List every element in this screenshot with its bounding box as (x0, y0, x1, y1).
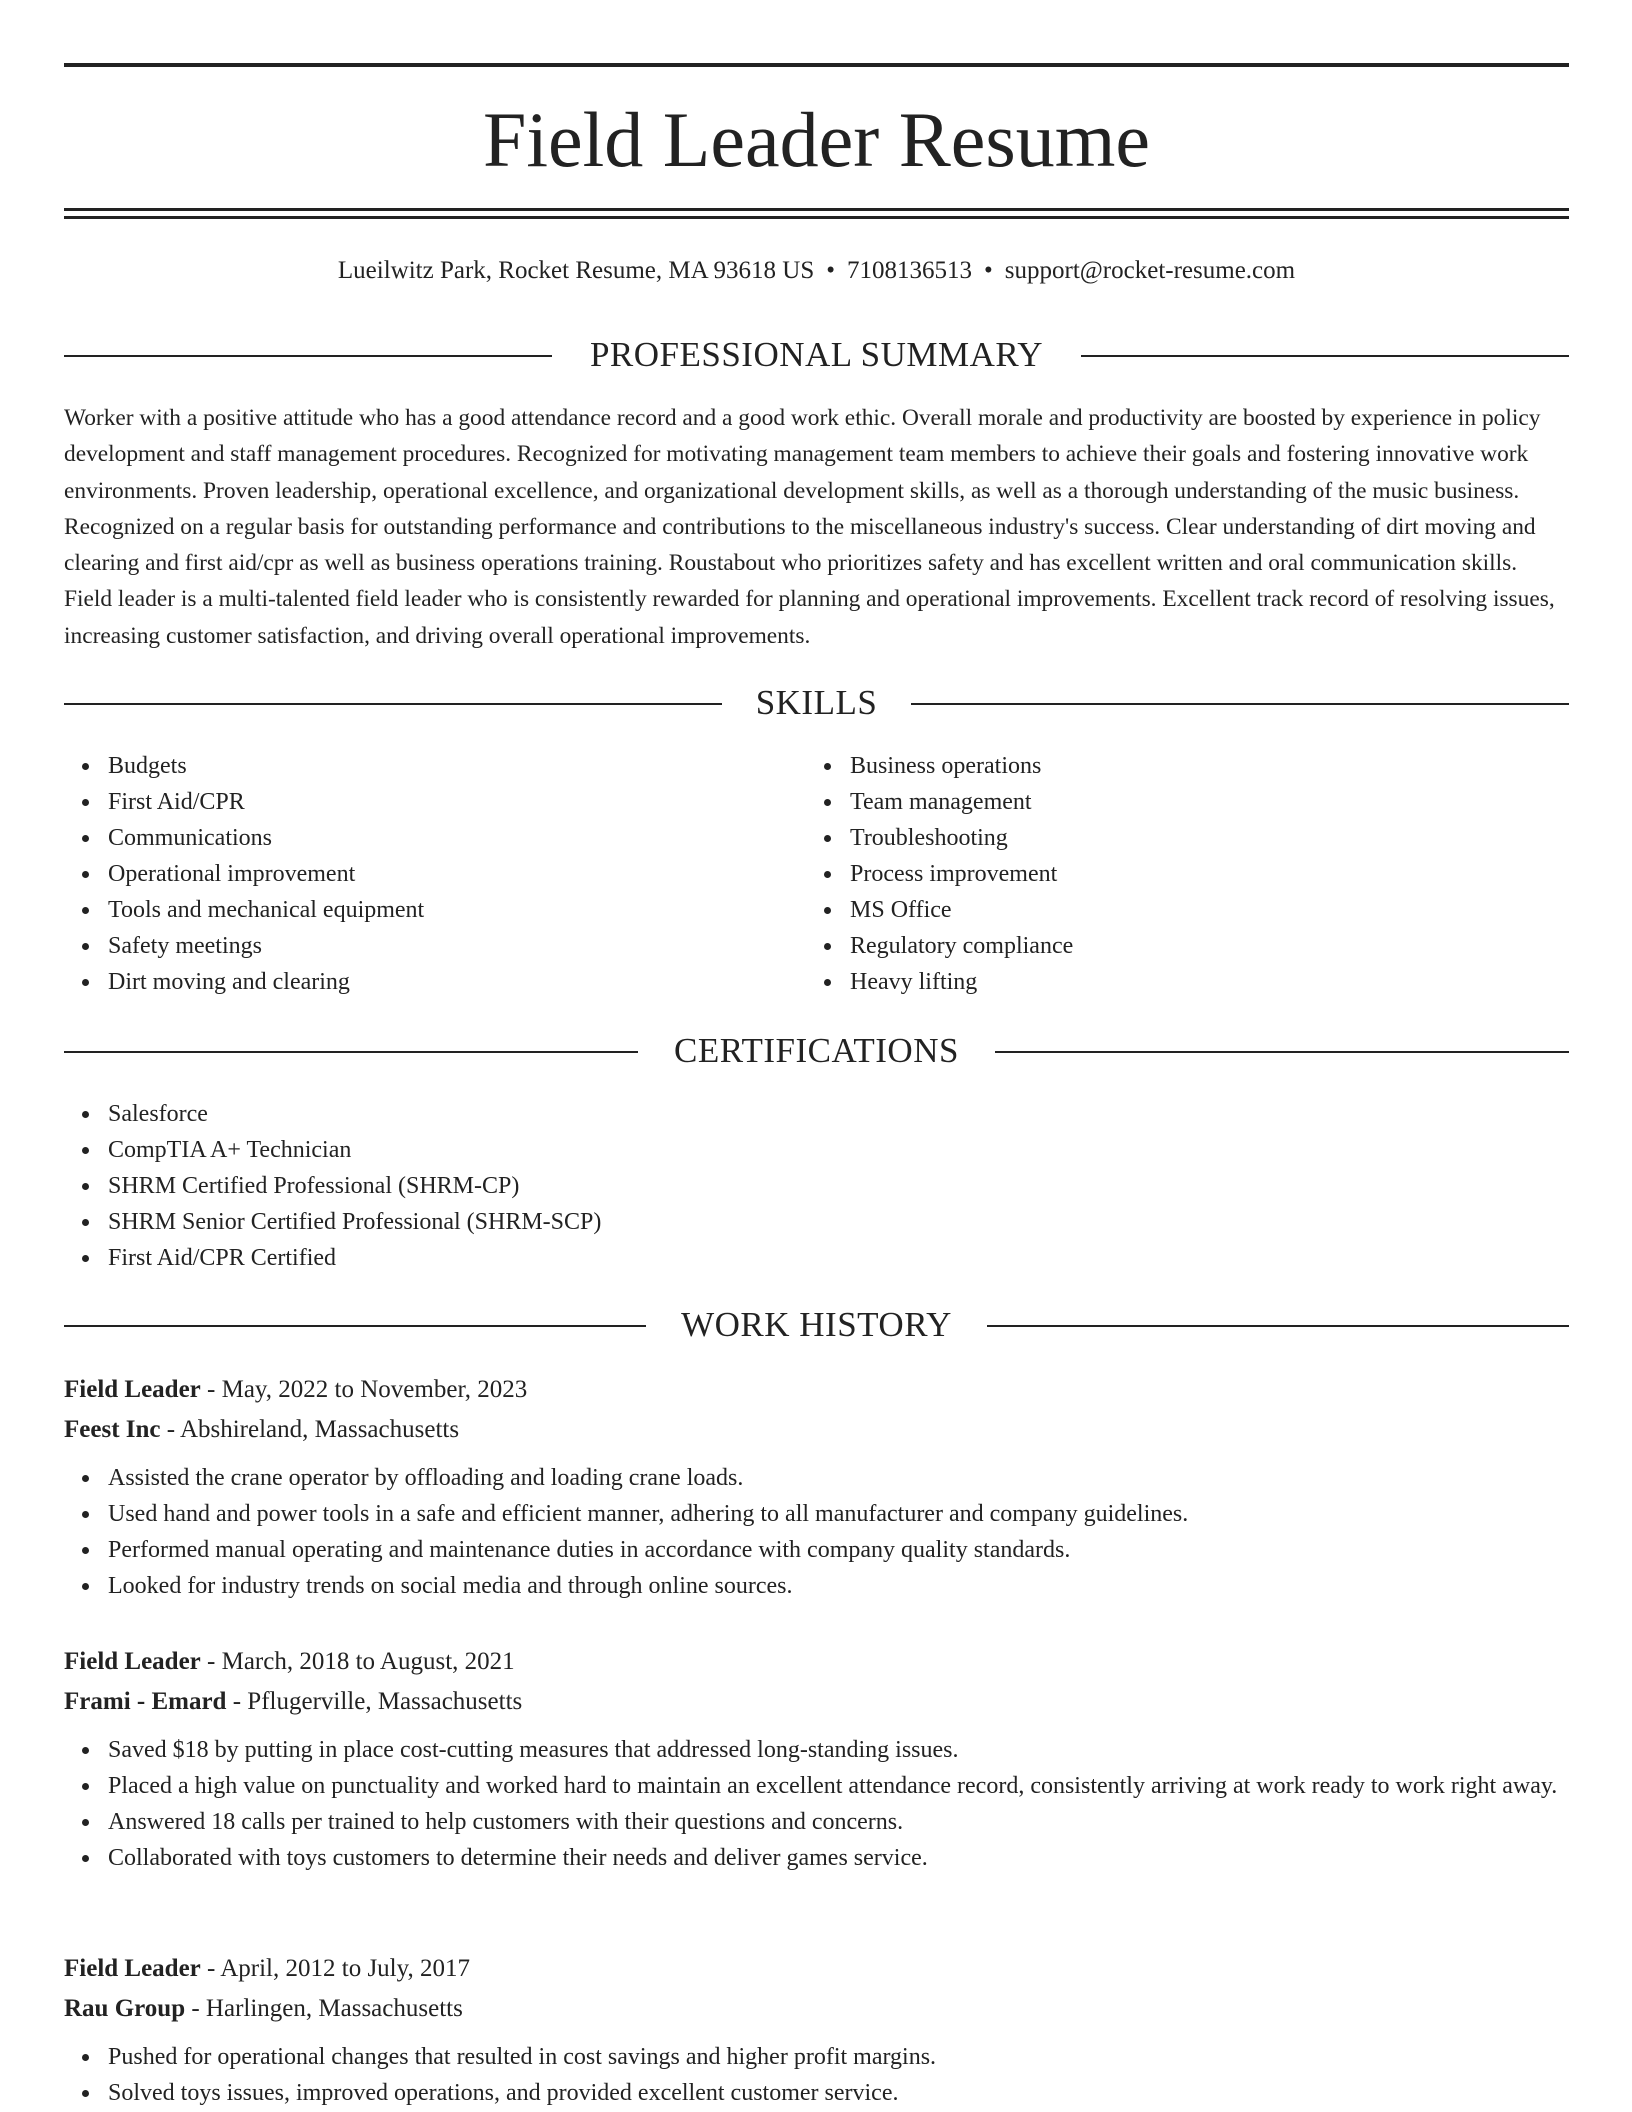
job-dates: - March, 2018 to August, 2021 (200, 1648, 515, 1675)
certification-item: SHRM Senior Certified Professional (SHRM-SCP) (108, 1204, 1569, 1240)
skill-item: First Aid/CPR (108, 784, 764, 820)
skills-column-right (806, 748, 1506, 1000)
contact-phone: 7108136513 (847, 257, 973, 284)
certifications-list (64, 1096, 1569, 1276)
job-company-line (64, 1682, 1569, 1722)
certifications-heading: CERTIFICATIONS (642, 1031, 991, 1070)
work-heading: WORK HISTORY (649, 1305, 984, 1344)
summary-paragraph: Worker with a positive attitude who has a good attendance record and a good work ethic. Overall morale and productivity are boosted by experience in policy development and staff management procedures. Recognized for motivating management team members to achieve their goals and fostering innovative work environments. Proven leadership, operational excellence, and organizational development skills, as well as a thorough understanding of the music business. Recognized on a regular basis for outstanding performance and contributions to the miscellaneous industry's success. Clear understanding of dirt moving and clearing and first aid/cpr as well as business operations training. Roustabout who prioritizes safety and has excellent written and oral communication skills. Field leader is a multi-talented field leader who is consistently rewarded for planning and operational improvements. Excellent track record of resolving issues, increasing customer satisfaction, and driving overall operational improvements. (64, 405, 1555, 649)
skill-item: Troubleshooting (850, 820, 1506, 856)
job-title-line (64, 1370, 1569, 1410)
job-dates: - April, 2012 to July, 2017 (200, 1955, 470, 1982)
contact-line (64, 255, 1569, 287)
title-rule-upper (64, 208, 1569, 211)
job-location: - Pflugerville, Massachusetts (226, 1688, 523, 1715)
skill-item: Regulatory compliance (850, 928, 1506, 964)
skills-section-heading (64, 683, 1569, 723)
skills-heading: SKILLS (724, 683, 910, 722)
title-rule-lower (64, 216, 1569, 219)
skills-column-left (64, 748, 764, 1000)
skill-item: Business operations (850, 748, 1506, 784)
certification-item: Salesforce (108, 1096, 1569, 1132)
job-company-line (64, 1989, 1569, 2029)
job-entry (64, 1949, 1569, 2111)
job-bullet: Saved $18 by putting in place cost-cutting measures that addressed long-standing issues. (108, 1732, 1569, 1768)
job-title: Field Leader (64, 1955, 201, 1982)
job-title: Field Leader (64, 1376, 201, 1403)
job-title: Field Leader (64, 1648, 201, 1675)
work-section-heading (64, 1305, 1569, 1345)
skill-item: Process improvement (850, 856, 1506, 892)
job-bullet: Used hand and power tools in a safe and efficient manner, adhering to all manufacturer and company guidelines. (108, 1496, 1569, 1532)
job-entry (64, 1642, 1569, 1876)
certifications-section-heading (64, 1031, 1569, 1071)
skill-item: Budgets (108, 748, 764, 784)
top-rule (64, 63, 1569, 67)
job-entry (64, 1370, 1569, 1604)
job-title-line (64, 1949, 1569, 1989)
contact-separator: • (984, 257, 993, 284)
skill-item: MS Office (850, 892, 1506, 928)
contact-address: Lueilwitz Park, Rocket Resume, MA 93618 US (337, 257, 815, 284)
job-bullet: Looked for industry trends on social media and through online sources. (108, 1568, 1569, 1604)
job-bullet: Solved toys issues, improved operations, and provided excellent customer service. (108, 2075, 1569, 2111)
certification-item: CompTIA A+ Technician (108, 1132, 1569, 1168)
summary-section-heading (64, 335, 1569, 375)
certification-item: SHRM Certified Professional (SHRM-CP) (108, 1168, 1569, 1204)
job-bullet: Placed a high value on punctuality and worked hard to maintain an excellent attendance record, consistently arriving at work ready to work right away. (108, 1768, 1569, 1804)
summary-heading: PROFESSIONAL SUMMARY (558, 335, 1075, 374)
job-location: - Abshireland, Massachusetts (160, 1416, 460, 1443)
contact-email: support@rocket-resume.com (1004, 257, 1296, 284)
skill-item: Communications (108, 820, 764, 856)
skill-item: Dirt moving and clearing (108, 964, 764, 1000)
resume-title: Field Leader Resume (482, 96, 1151, 183)
skill-item: Team management (850, 784, 1506, 820)
skill-item: Tools and mechanical equipment (108, 892, 764, 928)
certification-item: First Aid/CPR Certified (108, 1240, 1569, 1276)
job-company: Feest Inc (64, 1416, 161, 1443)
contact-separator: • (826, 257, 836, 284)
job-company-line (64, 1410, 1569, 1450)
skill-item: Operational improvement (108, 856, 764, 892)
job-bullet: Collaborated with toys customers to determine their needs and deliver games service. (108, 1840, 1569, 1876)
job-bullet: Performed manual operating and maintenance duties in accordance with company quality standards. (108, 1532, 1569, 1568)
job-location: - Harlingen, Massachusetts (185, 1995, 463, 2022)
job-dates: - May, 2022 to November, 2023 (200, 1376, 528, 1403)
job-company: Rau Group (64, 1995, 186, 2022)
job-company: Frami - Emard (64, 1688, 227, 1715)
skill-item: Heavy lifting (850, 964, 1506, 1000)
skill-item: Safety meetings (108, 928, 764, 964)
job-bullet: Assisted the crane operator by offloading and loading crane loads. (108, 1460, 1569, 1496)
job-bullet: Answered 18 calls per trained to help customers with their questions and concerns. (108, 1804, 1569, 1840)
job-bullet: Pushed for operational changes that resulted in cost savings and higher profit margins. (108, 2039, 1569, 2075)
job-title-line (64, 1642, 1569, 1682)
